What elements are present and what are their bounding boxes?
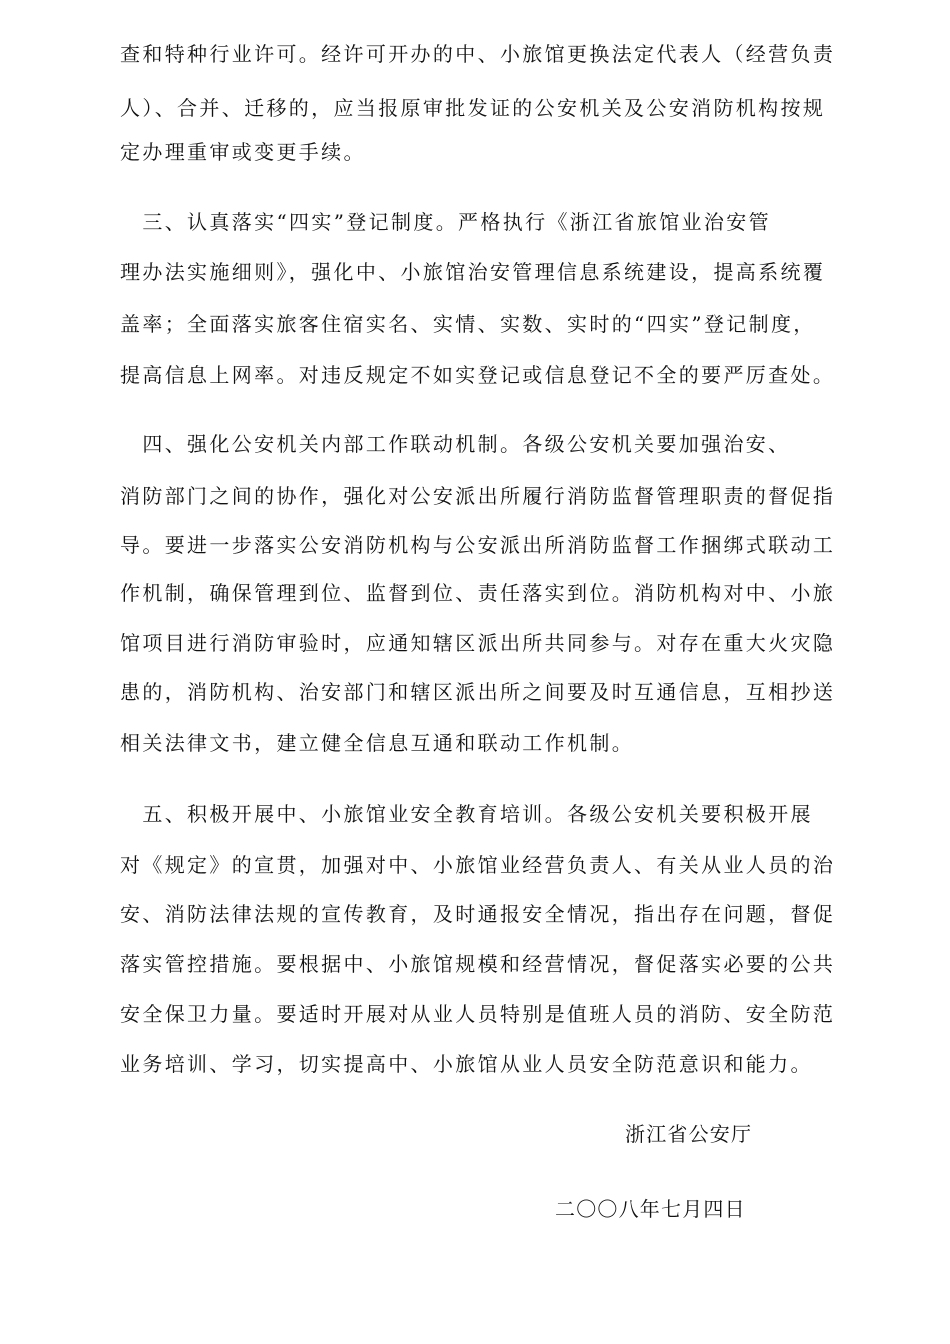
signature-date: 二〇〇八年七月四日 (555, 1197, 746, 1221)
paragraph-2-line-3: 盖率；全面落实旅客住宿实名、实情、实数、实时的“四实”登记制度， (120, 312, 816, 336)
paragraph-3-line-7: 相关法律文书，建立健全信息互通和联动工作机制。 (120, 731, 635, 755)
paragraph-4-line-5: 安全保卫力量。要适时开展对从业人员特别是值班人员的消防、安全防范 (120, 1002, 836, 1026)
paragraph-4-line-6: 业务培训、学习，切实提高中、小旅馆从业人员安全防范意识和能力。 (120, 1052, 813, 1076)
signature-organization: 浙江省公安厅 (625, 1122, 753, 1146)
paragraph-1-line-2: 人）、合并、迁移的，应当报原审批发证的公安机关及公安消防机构按规 (120, 96, 826, 120)
paragraph-3-line-5: 馆项目进行消防审验时，应通知辖区派出所共同参与。对存在重大火灾隐 (120, 631, 836, 655)
paragraph-4-line-4: 落实管控措施。要根据中、小旅馆规模和经营情况，督促落实必要的公共 (120, 952, 836, 976)
paragraph-1-line-1: 查和特种行业许可。经许可开办的中、小旅馆更换法定代表人（经营负责 (120, 42, 836, 66)
paragraph-2-line-1: 三、认真落实“四实”登记制度。严格执行《浙江省旅馆业治安管 (120, 210, 771, 234)
paragraph-2-line-2: 理办法实施细则》，强化中、小旅馆治安管理信息系统建设，提高系统覆 (120, 260, 826, 284)
paragraph-3-line-2: 消防部门之间的协作，强化对公安派出所履行消防监督管理职责的督促指 (120, 484, 836, 508)
paragraph-4-line-2: 对《规定》的宣贯，加强对中、小旅馆业经营负责人、有关从业人员的治 (120, 853, 836, 877)
paragraph-3-line-6: 患的，消防机构、治安部门和辖区派出所之间要及时互通信息，互相抄送 (120, 680, 836, 704)
paragraph-4-line-3: 安、消防法律法规的宣传教育，及时通报安全情况，指出存在问题，督促 (120, 902, 836, 926)
paragraph-3-line-4: 作机制，确保管理到位、监督到位、责任落实到位。消防机构对中、小旅 (120, 581, 836, 605)
paragraph-3-line-3: 导。要进一步落实公安消防机构与公安派出所消防监督工作捆绑式联动工 (120, 533, 836, 557)
paragraph-2-line-4: 提高信息上网率。对违反规定不如实登记或信息登记不全的要严厉查处。 (120, 363, 836, 387)
paragraph-3-line-1: 四、强化公安机关内部工作联动机制。各级公安机关要加强治安、 (120, 432, 791, 456)
paragraph-4-line-1: 五、积极开展中、小旅馆业安全教育培训。各级公安机关要积极开展 (120, 802, 813, 826)
paragraph-1-line-3: 定办理重审或变更手续。 (120, 140, 366, 164)
